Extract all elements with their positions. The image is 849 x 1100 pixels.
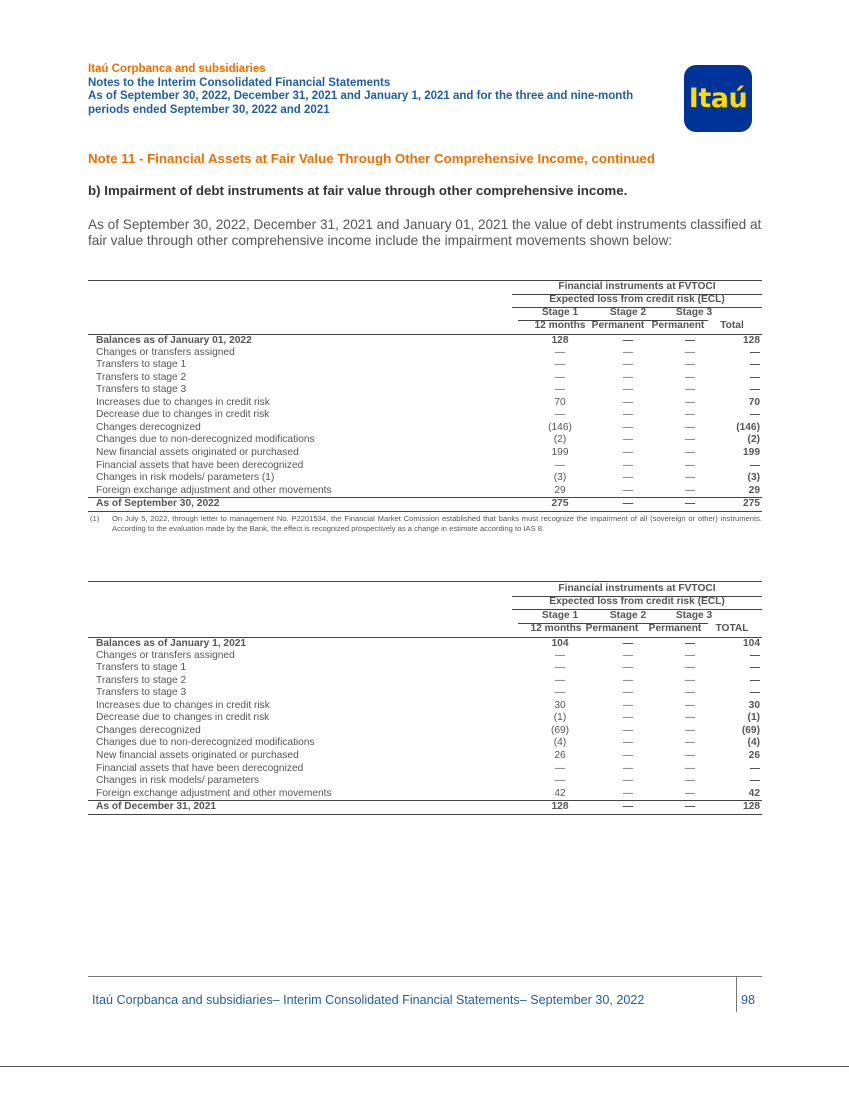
col-sub2: Permanent: [585, 623, 639, 634]
table-row: [88, 497, 762, 512]
cell-stage3: —: [684, 749, 696, 761]
col-stage2: Stage 2: [609, 610, 647, 621]
row-label: Changes in risk models/ parameters: [96, 775, 260, 787]
cell-total: (3): [747, 472, 760, 484]
cell-total: —: [749, 384, 760, 396]
col-total: TOTAL: [715, 623, 749, 634]
table-row: [88, 334, 762, 348]
cell-stage1: —: [554, 674, 566, 686]
cell-stage2: —: [622, 434, 634, 446]
cell-total: —: [749, 371, 760, 383]
cell-stage3: —: [684, 638, 696, 649]
cell-stage1: (1): [553, 712, 567, 724]
cell-total: —: [749, 346, 760, 358]
cell-total: 128: [743, 801, 760, 813]
row-label: Balances as of January 01, 2022: [96, 335, 252, 346]
cell-stage1: —: [554, 459, 566, 471]
page-bottom-rule: [0, 1066, 849, 1067]
note-title: Note 11 - Financial Assets at Fair Value Through Other Comprehensive Income, continued: [88, 151, 655, 166]
table-row: [88, 712, 762, 725]
cell-stage2: —: [622, 359, 634, 371]
cell-total: 70: [748, 396, 760, 408]
cell-stage2: —: [622, 409, 634, 421]
cell-total: —: [749, 649, 760, 661]
cell-stage2: —: [622, 446, 634, 458]
cell-stage2: —: [622, 712, 634, 724]
row-label: New financial assets originated or purchased: [96, 446, 299, 458]
table-row: [88, 447, 762, 460]
row-label: Changes derecognized: [96, 421, 201, 433]
cell-stage2: —: [622, 699, 634, 711]
cell-stage1: 128: [551, 335, 569, 346]
cell-stage1: —: [554, 346, 566, 358]
cell-stage3: —: [684, 459, 696, 471]
cell-stage2: —: [622, 346, 634, 358]
table-row: [88, 775, 762, 788]
row-label: Financial assets that have been derecognized: [96, 762, 304, 774]
cell-total: —: [749, 674, 760, 686]
cell-stage3: —: [684, 396, 696, 408]
row-label: Changes due to non-derecognized modifications: [96, 434, 315, 446]
cell-total: —: [749, 359, 760, 371]
group-header: Financial instruments at FVTOCI: [558, 281, 716, 292]
cell-total: —: [749, 687, 760, 699]
cell-stage1: —: [554, 762, 566, 774]
row-label: Decrease due to changes in credit risk: [96, 712, 270, 724]
row-label: Transfers to stage 1: [96, 359, 187, 371]
cell-stage3: —: [684, 775, 696, 787]
table-row: [88, 347, 762, 360]
cell-stage3: —: [684, 687, 696, 699]
col-sub3: Permanent: [648, 623, 702, 634]
table-row: [88, 800, 762, 815]
table-row: [88, 472, 762, 485]
row-label: Increases due to changes in credit risk: [96, 699, 270, 711]
cell-stage3: —: [684, 472, 696, 484]
cell-stage1: —: [554, 649, 566, 661]
cell-stage3: —: [684, 421, 696, 433]
company-name: Itaú Corpbanca and subsidiaries: [88, 63, 266, 75]
cell-stage3: —: [684, 335, 696, 346]
cell-total: —: [749, 775, 760, 787]
table-row: [88, 637, 762, 651]
cell-stage1: 42: [554, 787, 566, 799]
cell-stage3: —: [684, 384, 696, 396]
cell-stage1: 30: [554, 699, 566, 711]
cell-stage1: —: [554, 409, 566, 421]
footer-text: Itaú Corpbanca and subsidiaries– Interim Consolidated Financial Statements– September 30, 2022: [92, 993, 645, 1007]
cell-stage2: —: [622, 396, 634, 408]
row-label: As of September 30, 2022: [96, 498, 220, 510]
cell-stage2: —: [622, 724, 634, 736]
table-row: [88, 372, 762, 385]
cell-stage1: 128: [551, 801, 569, 813]
col-stage2: Stage 2: [609, 307, 647, 318]
row-label: Transfers to stage 3: [96, 687, 187, 699]
cell-total: (4): [747, 737, 760, 749]
cell-stage2: —: [622, 737, 634, 749]
cell-stage2: —: [622, 687, 634, 699]
footer-divider: [736, 976, 737, 1012]
impairment-table-2021: [88, 581, 762, 819]
cell-stage1: —: [554, 384, 566, 396]
cell-stage1: (4): [553, 737, 567, 749]
cell-stage3: —: [684, 434, 696, 446]
cell-total: —: [749, 459, 760, 471]
page-number: 98: [741, 993, 756, 1007]
cell-stage2: —: [622, 749, 634, 761]
cell-stage1: (146): [548, 421, 572, 433]
cell-total: 199: [743, 446, 760, 458]
cell-stage2: —: [622, 371, 634, 383]
row-label: Foreign exchange adjustment and other movements: [96, 484, 332, 496]
cell-total: 128: [743, 335, 760, 346]
cell-total: 29: [748, 484, 760, 496]
col-stage1: Stage 1: [541, 610, 579, 621]
col-stage3: Stage 3: [675, 307, 713, 318]
table-row: [88, 737, 762, 750]
cell-total: 104: [743, 638, 760, 649]
table-row: [88, 675, 762, 688]
row-label: Changes derecognized: [96, 724, 201, 736]
cell-total: (1): [747, 712, 760, 724]
row-label: Balances as of January 1, 2021: [96, 638, 247, 649]
intro-paragraph: As of September 30, 2022, December 31, 2021 and January 01, 2021 the value of debt instruments classified at fair value through other comprehensive income include the impairment movements shown below:: [88, 217, 762, 248]
cell-stage1: 26: [554, 749, 566, 761]
section-title: b) Impairment of debt instruments at fair value through other comprehensive income.: [88, 183, 628, 198]
sub-header: Expected loss from credit risk (ECL): [549, 294, 725, 305]
cell-stage1: (3): [553, 472, 567, 484]
footnote-number: (1): [90, 514, 100, 523]
cell-stage3: —: [684, 649, 696, 661]
row-label: Changes or transfers assigned: [96, 346, 235, 358]
col-sub3: Permanent: [651, 320, 705, 331]
table-row: [88, 434, 762, 447]
table-row: [88, 725, 762, 738]
cell-stage1: —: [554, 371, 566, 383]
cell-stage3: —: [684, 674, 696, 686]
cell-stage2: —: [622, 484, 634, 496]
cell-stage3: —: [684, 409, 696, 421]
cell-stage1: 70: [554, 396, 566, 408]
logo-text: Itaú: [688, 83, 748, 114]
cell-stage3: —: [684, 662, 696, 674]
row-label: Decrease due to changes in credit risk: [96, 409, 270, 421]
table-top-rule: [88, 581, 762, 582]
cell-stage1: —: [554, 775, 566, 787]
row-label: Transfers to stage 2: [96, 674, 187, 686]
cell-total: (2): [747, 434, 760, 446]
cell-stage2: —: [622, 662, 634, 674]
cell-stage2: —: [622, 762, 634, 774]
cell-stage1: —: [554, 687, 566, 699]
cell-stage1: 29: [554, 484, 566, 496]
cell-total: (146): [736, 421, 760, 433]
cell-stage1: —: [554, 359, 566, 371]
row-label: Changes due to non-derecognized modifications: [96, 737, 315, 749]
cell-stage1: 275: [551, 498, 569, 510]
cell-stage1: (69): [550, 724, 570, 736]
cell-stage3: —: [684, 371, 696, 383]
impairment-table-2022: [88, 280, 762, 514]
footnote-text: On July 5, 2022, through letter to management No. P2201534, the Financial Market Comission established that banks must recognize the impairment of all (sovereign or other) instruments. According to the evaluation made by the Bank, the effect is recognized prospectively as a change in estimate according to IAS 8.: [112, 514, 762, 534]
footer-rule: [88, 976, 762, 977]
row-label: Changes or transfers assigned: [96, 649, 235, 661]
cell-total: —: [749, 762, 760, 774]
cell-stage3: —: [684, 346, 696, 358]
row-label: Financial assets that have been derecognized: [96, 459, 304, 471]
itau-logo: [684, 65, 752, 132]
cell-stage3: —: [684, 787, 696, 799]
cell-stage2: —: [622, 498, 634, 510]
cell-stage2: —: [622, 638, 634, 649]
col-stage3: Stage 3: [675, 610, 713, 621]
document-header: [88, 63, 668, 117]
cell-stage1: (2): [553, 434, 567, 446]
table-row: [88, 359, 762, 372]
col-stage1: Stage 1: [541, 307, 579, 318]
table-row: [88, 397, 762, 410]
table-row: [88, 687, 762, 700]
col-total: Total: [720, 320, 744, 331]
row-label: Transfers to stage 3: [96, 384, 187, 396]
row-label: Increases due to changes in credit risk: [96, 396, 270, 408]
table-row: [88, 700, 762, 713]
row-label: Transfers to stage 1: [96, 662, 187, 674]
row-label: Transfers to stage 2: [96, 371, 187, 383]
row-label: New financial assets originated or purchased: [96, 749, 299, 761]
table-row: [88, 763, 762, 776]
table-row: [88, 650, 762, 663]
col-sub2: Permanent: [591, 320, 645, 331]
cell-stage2: —: [622, 674, 634, 686]
cell-stage2: —: [622, 649, 634, 661]
cell-stage2: —: [622, 459, 634, 471]
cell-stage3: —: [684, 762, 696, 774]
cell-stage3: —: [684, 699, 696, 711]
cell-stage2: —: [622, 335, 634, 346]
cell-stage2: —: [622, 787, 634, 799]
table-row: [88, 662, 762, 675]
cell-total: 42: [748, 787, 760, 799]
cell-stage3: —: [684, 712, 696, 724]
group-header: Financial instruments at FVTOCI: [558, 583, 716, 594]
table-row: [88, 460, 762, 473]
row-label: As of December 31, 2021: [96, 801, 217, 813]
table-row: [88, 750, 762, 763]
table-row: [88, 422, 762, 435]
cell-stage1: —: [554, 662, 566, 674]
col-sub1: 12 months: [534, 320, 586, 331]
table-row: [88, 788, 762, 801]
cell-stage3: —: [684, 484, 696, 496]
cell-stage1: 104: [551, 638, 569, 649]
cell-stage3: —: [684, 801, 696, 813]
cell-stage1: 199: [551, 446, 569, 458]
cell-stage2: —: [622, 384, 634, 396]
sub-header: Expected loss from credit risk (ECL): [549, 596, 725, 607]
cell-stage3: —: [684, 724, 696, 736]
cell-stage2: —: [622, 421, 634, 433]
row-label: Foreign exchange adjustment and other movements: [96, 787, 332, 799]
cell-total: —: [749, 662, 760, 674]
table-row: [88, 384, 762, 397]
cell-stage3: —: [684, 498, 696, 510]
header-subtitle: Notes to the Interim Consolidated Financial Statements: [88, 76, 391, 89]
cell-total: 30: [748, 699, 760, 711]
cell-stage2: —: [622, 472, 634, 484]
cell-stage2: —: [622, 801, 634, 813]
col-sub1: 12 months: [530, 623, 582, 634]
table-row: [88, 409, 762, 422]
cell-total: —: [749, 409, 760, 421]
cell-stage3: —: [684, 359, 696, 371]
cell-total: (69): [741, 724, 760, 736]
table-row: [88, 485, 762, 498]
cell-stage3: —: [684, 446, 696, 458]
cell-total: 275: [743, 498, 760, 510]
header-period: As of September 30, 2022, December 31, 2021 and January 1, 2021 and for the three and nine-month periods ended September 30, 2022 and 2021: [88, 90, 634, 116]
row-label: Changes in risk models/ parameters (1): [96, 472, 275, 484]
cell-stage3: —: [684, 737, 696, 749]
cell-total: 26: [748, 749, 760, 761]
cell-stage2: —: [622, 775, 634, 787]
